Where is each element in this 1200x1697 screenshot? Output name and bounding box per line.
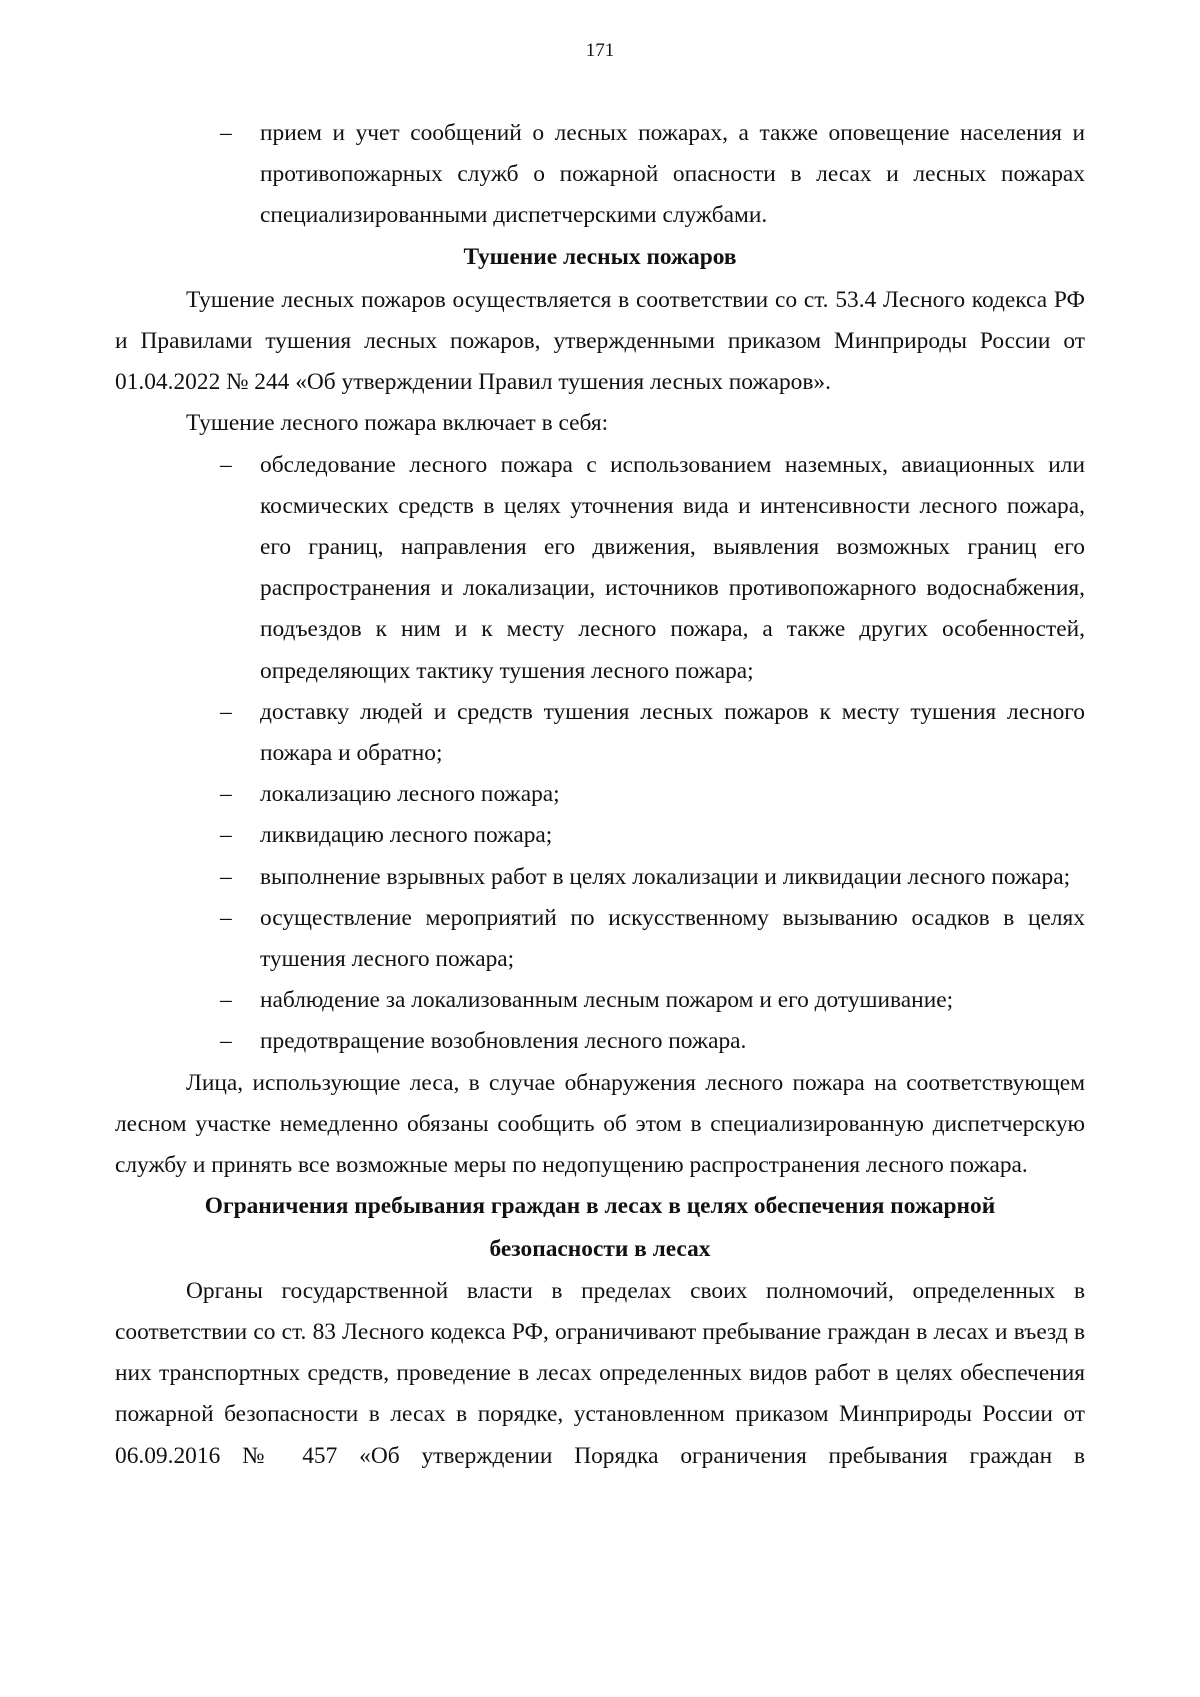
list-item bbox=[115, 692, 1085, 774]
bullet-dash: – bbox=[220, 863, 232, 890]
list-item-text: предотвращение возобновления лесного пожара. bbox=[260, 1028, 747, 1055]
bullet-dash: – bbox=[220, 781, 232, 808]
bullet-text: прием и учет сообщений о лесных пожарах, а также оповещение населения и противопожарных служб о пожарной опасности в лесах и лесных пожарах специализированными диспетчерскими службами. bbox=[260, 120, 1085, 229]
bullet-dash: – bbox=[220, 822, 232, 849]
list-item-text: ликвидацию лесного пожара; bbox=[260, 822, 553, 849]
list-item-text: доставку людей и средств тушения лесных пожаров к месту тушения лесного пожара и обратно; bbox=[260, 698, 1085, 767]
bullet-dash: – bbox=[220, 987, 232, 1014]
list-item-text: наблюдение за локализованным лесным пожаром и его дотушивание; bbox=[260, 987, 954, 1014]
paragraph-forest-users: Лица, использующие леса, в случае обнаружения лесного пожара на соответствующем лесном участке немедленно обязаны сообщить об этом в специализированную диспетчерскую службу и принять все возможные меры по недопущению распространения лесного пожара. bbox=[115, 1069, 1085, 1179]
list-item-text: осуществление мероприятий по искусственному вызыванию осадков в целях тушения лесного пожара; bbox=[260, 904, 1085, 973]
paragraph-restrictions: Органы государственной власти в пределах своих полномочий, определенных в соответствии со ст. 83 Лесного кодекса РФ, ограничивают пребывание граждан в лесах и въезд в них транспортных средств, проведение в лесах определенных видов работ в целях обеспечения пожарной безопасности в лесах в порядке, установленном приказом Минприроды России от 06.09.2016 № 457 «Об утверждении Порядка ограничения пребывания граждан в bbox=[115, 1277, 1085, 1469]
list-item bbox=[115, 774, 1085, 815]
section-heading-restrictions-line1: Ограничения пребывания граждан в лесах в целях обеспечения пожарной bbox=[204, 1193, 996, 1220]
paragraph-includes: Тушение лесного пожара включает в себя: bbox=[186, 410, 609, 437]
page-content bbox=[115, 113, 1085, 1477]
bullet-dash: – bbox=[220, 120, 232, 146]
bullet-item-intro bbox=[115, 113, 1085, 237]
list-item bbox=[115, 980, 1085, 1021]
list-item-text: обследование лесного пожара с использованием наземных, авиационных или космических средств в целях уточнения вида и интенсивности лесного пожара, его границ, направления его движения, выявления возможных границ его распространения и локализации, источников противопожарного водоснабжения, подъездов к ним и к месту лесного пожара, а также других особенностей, определяющих тактику тушения лесного пожара; bbox=[260, 451, 1085, 684]
list-item-text: локализацию лесного пожара; bbox=[260, 781, 560, 808]
list-item-text: выполнение взрывных работ в целях локализации и ликвидации лесного пожара; bbox=[260, 863, 1071, 890]
bullet-dash: – bbox=[220, 698, 232, 725]
bullet-dash: – bbox=[220, 1028, 232, 1055]
paragraph-legal-basis: Тушение лесных пожаров осуществляется в соответствии со ст. 53.4 Лесного кодекса РФ и Правилами тушения лесных пожаров, утвержденными приказом Минприроды России от 01.04.2022 № 244 «Об утверждении Правил тушения лесных пожаров». bbox=[115, 286, 1085, 396]
list-item bbox=[115, 1021, 1085, 1062]
section-heading-restrictions-line2: безопасности в лесах bbox=[489, 1236, 711, 1263]
list-item bbox=[115, 815, 1085, 856]
bullet-dash: – bbox=[220, 451, 232, 478]
page-number: 171 bbox=[585, 40, 615, 61]
bullet-dash: – bbox=[220, 904, 232, 931]
list-item bbox=[115, 857, 1085, 898]
list-item bbox=[115, 898, 1085, 980]
list-item bbox=[115, 445, 1085, 692]
section-heading-firefighting: Тушение лесных пожаров bbox=[463, 243, 737, 270]
